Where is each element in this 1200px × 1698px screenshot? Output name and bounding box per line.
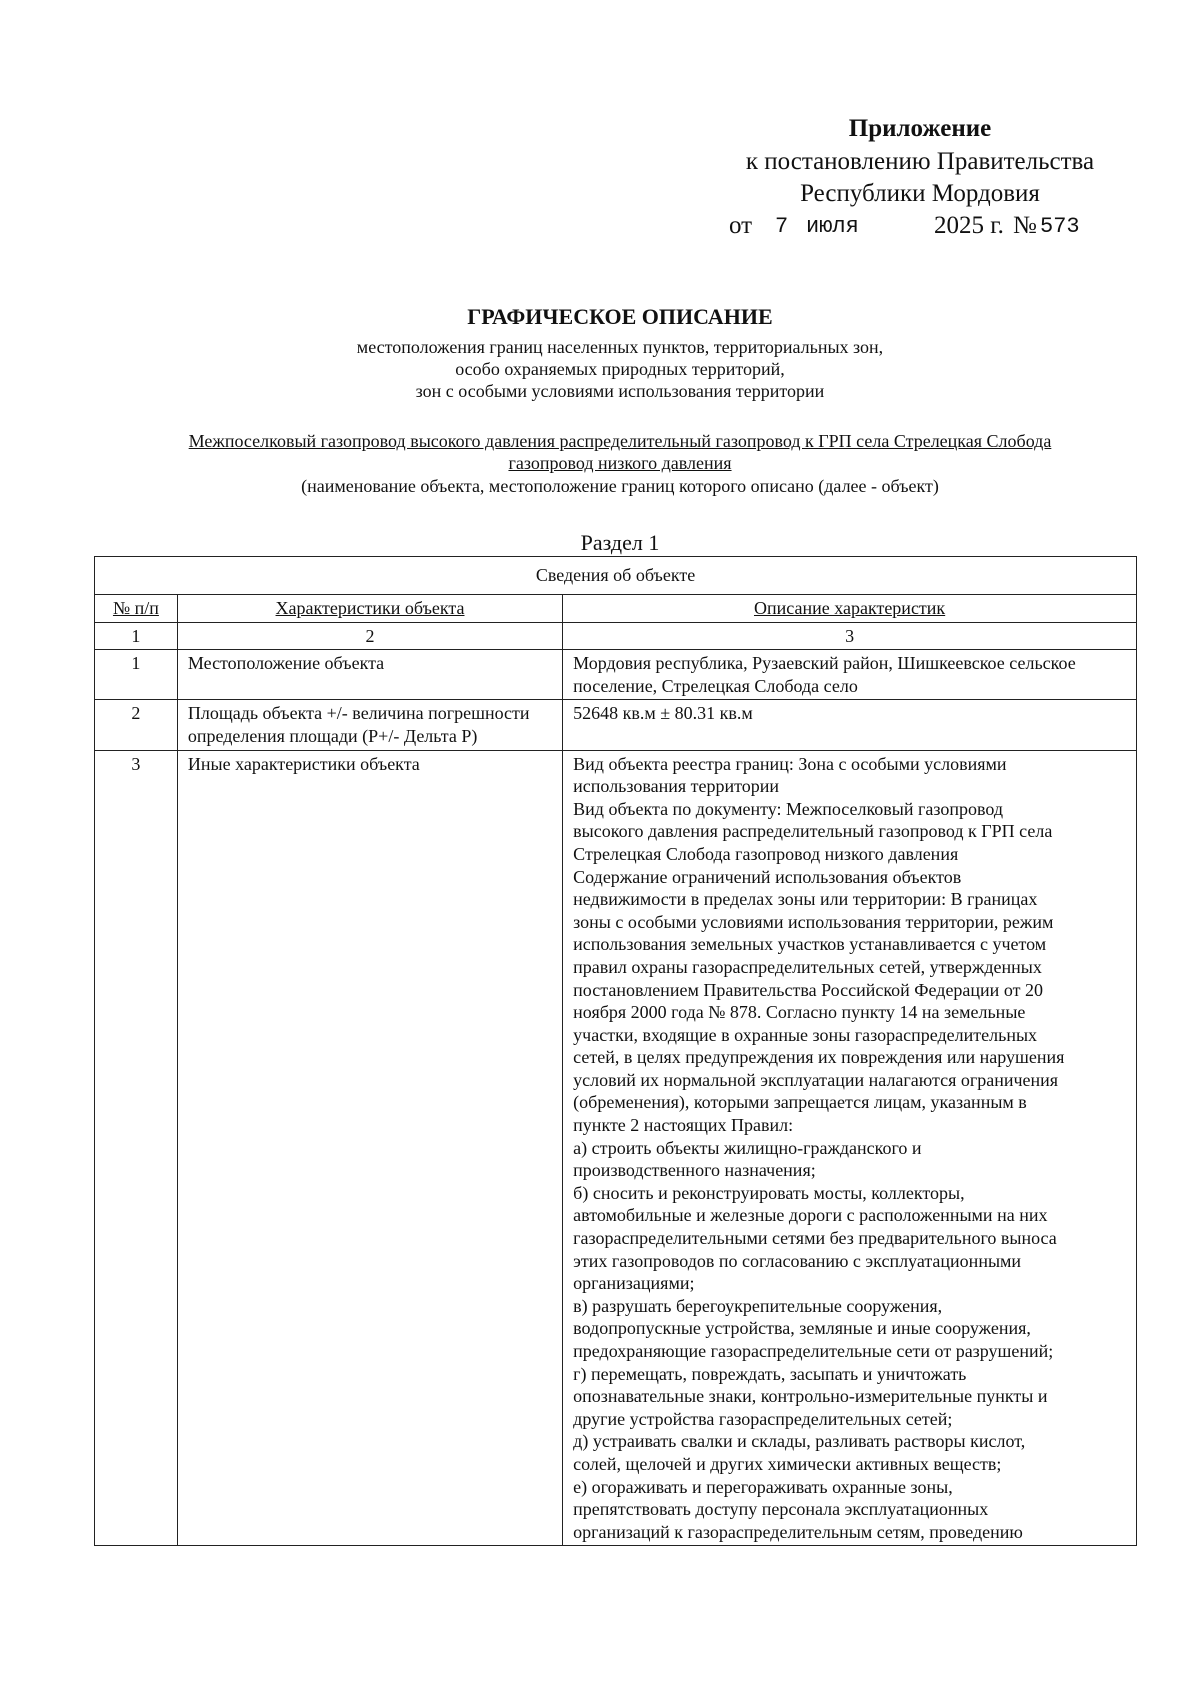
description-line: организаций к газораспределительным сетям, проведению [573,1521,1023,1542]
number-sign: № [1013,212,1037,239]
table-row [95,700,1137,750]
description-line: организациями; [573,1273,695,1294]
document-subtitle-3: зон с особыми условиями использования территории [415,381,825,401]
description-line: правил охраны газораспределительных сетей, утвержденных [573,956,1042,977]
description-line: Вид объекта реестра границ: Зона с особыми условиями [573,753,1007,774]
date-day: 7 [775,214,789,239]
table-header-row [95,595,1137,623]
document-subtitle-2: особо охраняемых природных территорий, [455,359,785,379]
description-line: в) разрушать берегоукрепительные сооружения, [573,1295,943,1316]
column-number: 3 [563,622,1137,650]
table-row [95,750,1137,1546]
description-line: этих газопроводов по согласованию с эксплуатационными [573,1250,1022,1271]
appendix-line-2: Республики Мордовия [800,180,1040,207]
description-line: участки, входящие в охранные зоны газораспределительных [573,1024,1038,1045]
description-line: газораспределительными сетями без предварительного выноса [573,1228,1057,1249]
row-description [563,750,1137,1546]
description-line: Вид объекта по документу: Межпоселковый газопровод [573,798,1004,819]
description-line: производственного назначения; [573,1160,816,1181]
description-line: автомобильные и железные дороги с расположенными на них [573,1205,1048,1226]
table-row [95,650,1137,700]
appendix-line-1: к постановлению Правительства [745,148,1095,175]
appendix-title: Приложение [848,115,992,142]
date-prefix: от [729,212,753,239]
document-number: 573 [1040,214,1080,239]
date-year: 2025 г. [934,212,1004,239]
header-description-text: Описание характеристик [753,598,946,618]
appendix-date-line [700,210,1140,244]
document-title: ГРАФИЧЕСКОЕ ОПИСАНИЕ [467,304,773,329]
header-characteristic [177,595,562,623]
table-caption-row [95,557,1137,595]
row-description: 52648 кв.м ± 80.31 кв.м [563,700,1137,750]
column-number: 1 [95,622,178,650]
row-characteristic: Иные характеристики объекта [177,750,562,1546]
description-line: ноября 2000 года № 878. Согласно пункту 14 на земельные [573,1002,1026,1023]
row-num: 3 [95,750,178,1546]
description-line: (обременения), которыми запрещается лицам, указанным в [573,1092,1027,1113]
description-line: д) устраивать свалки и склады, разливать растворы кислот, [573,1431,1026,1452]
description-line: другие устройства газораспределительных сетей; [573,1408,953,1429]
header-characteristic-text: Характеристики объекта [275,598,465,618]
description-line: высокого давления распределительный газопровод к ГРП села [573,821,1053,842]
description-line: сетей, в целях предупреждения их повреждения или нарушения [573,1047,1065,1068]
description-line: Стрелецкая Слобода газопровод низкого давления [573,843,959,864]
description-line: недвижимости в пределах зоны или территории: В границах [573,889,1038,910]
object-name-line-1: Межпоселковый газопровод высокого давления распределительный газопровод к ГРП села Стрелецкая Слобода [188,431,1052,451]
description-line: б) сносить и реконструировать мосты, коллекторы, [573,1182,965,1203]
description-line: пункте 2 настоящих Правил: [573,1115,794,1136]
row-num: 2 [95,700,178,750]
description-line: Содержание ограничений использования объектов [573,866,962,887]
description-line: постановлением Правительства Российской Федерации от 20 [573,979,1043,1000]
object-name-line-2: газопровод низкого давления [508,453,732,473]
description-line: препятствовать доступу персонала эксплуатационных [573,1499,989,1520]
header-num-text: № п/п [112,598,159,618]
header-num [95,595,178,623]
document-subtitle-1: местоположения границ населенных пунктов, территориальных зон, [356,337,884,357]
description-line: водопропускные устройства, земляные и иные сооружения, [573,1318,1031,1339]
description-line: предохраняющие газораспределительные сети от разрушений; [573,1341,1054,1361]
description-line: а) строить объекты жилищно-гражданского и [573,1137,922,1158]
table-caption: Сведения об объекте [95,557,1137,595]
description-line: условий их нормальной эксплуатации налагаются ограничения [573,1069,1059,1090]
row-num: 1 [95,650,178,700]
description-line: использования территории [573,776,780,797]
date-month: июля [806,214,859,239]
row-characteristic: Местоположение объекта [177,650,562,700]
description-line: солей, щелочей и других химически активных веществ; [573,1453,1002,1474]
description-line: использования земельных участков устанавливается с учетом [573,934,1047,955]
description-line: зоны с особыми условиями использования территории, режим [573,911,1054,932]
appendix-header [700,112,1140,244]
object-info-table [94,556,1137,1546]
row-characteristic: Площадь объекта +/- величина погрешности определения площади (P+/- Дельта P) [177,700,562,750]
description-line: г) перемещать, повреждать, засыпать и уничтожать [573,1363,967,1384]
column-number: 2 [177,622,562,650]
column-number-row [95,622,1137,650]
description-line: опознавательные знаки, контрольно-измерительные пункты и [573,1386,1048,1407]
row-description: Мордовия республика, Рузаевский район, Шишкеевское сельское поселение, Стрелецкая Слобода село [563,650,1137,700]
object-name [0,430,1200,474]
description-line: е) огораживать и перегораживать охранные зоны, [573,1476,953,1497]
section-title: Раздел 1 [580,530,660,555]
header-description [563,595,1137,623]
object-caption: (наименование объекта, местоположение границ которого описано (далее - объект) [301,476,939,496]
